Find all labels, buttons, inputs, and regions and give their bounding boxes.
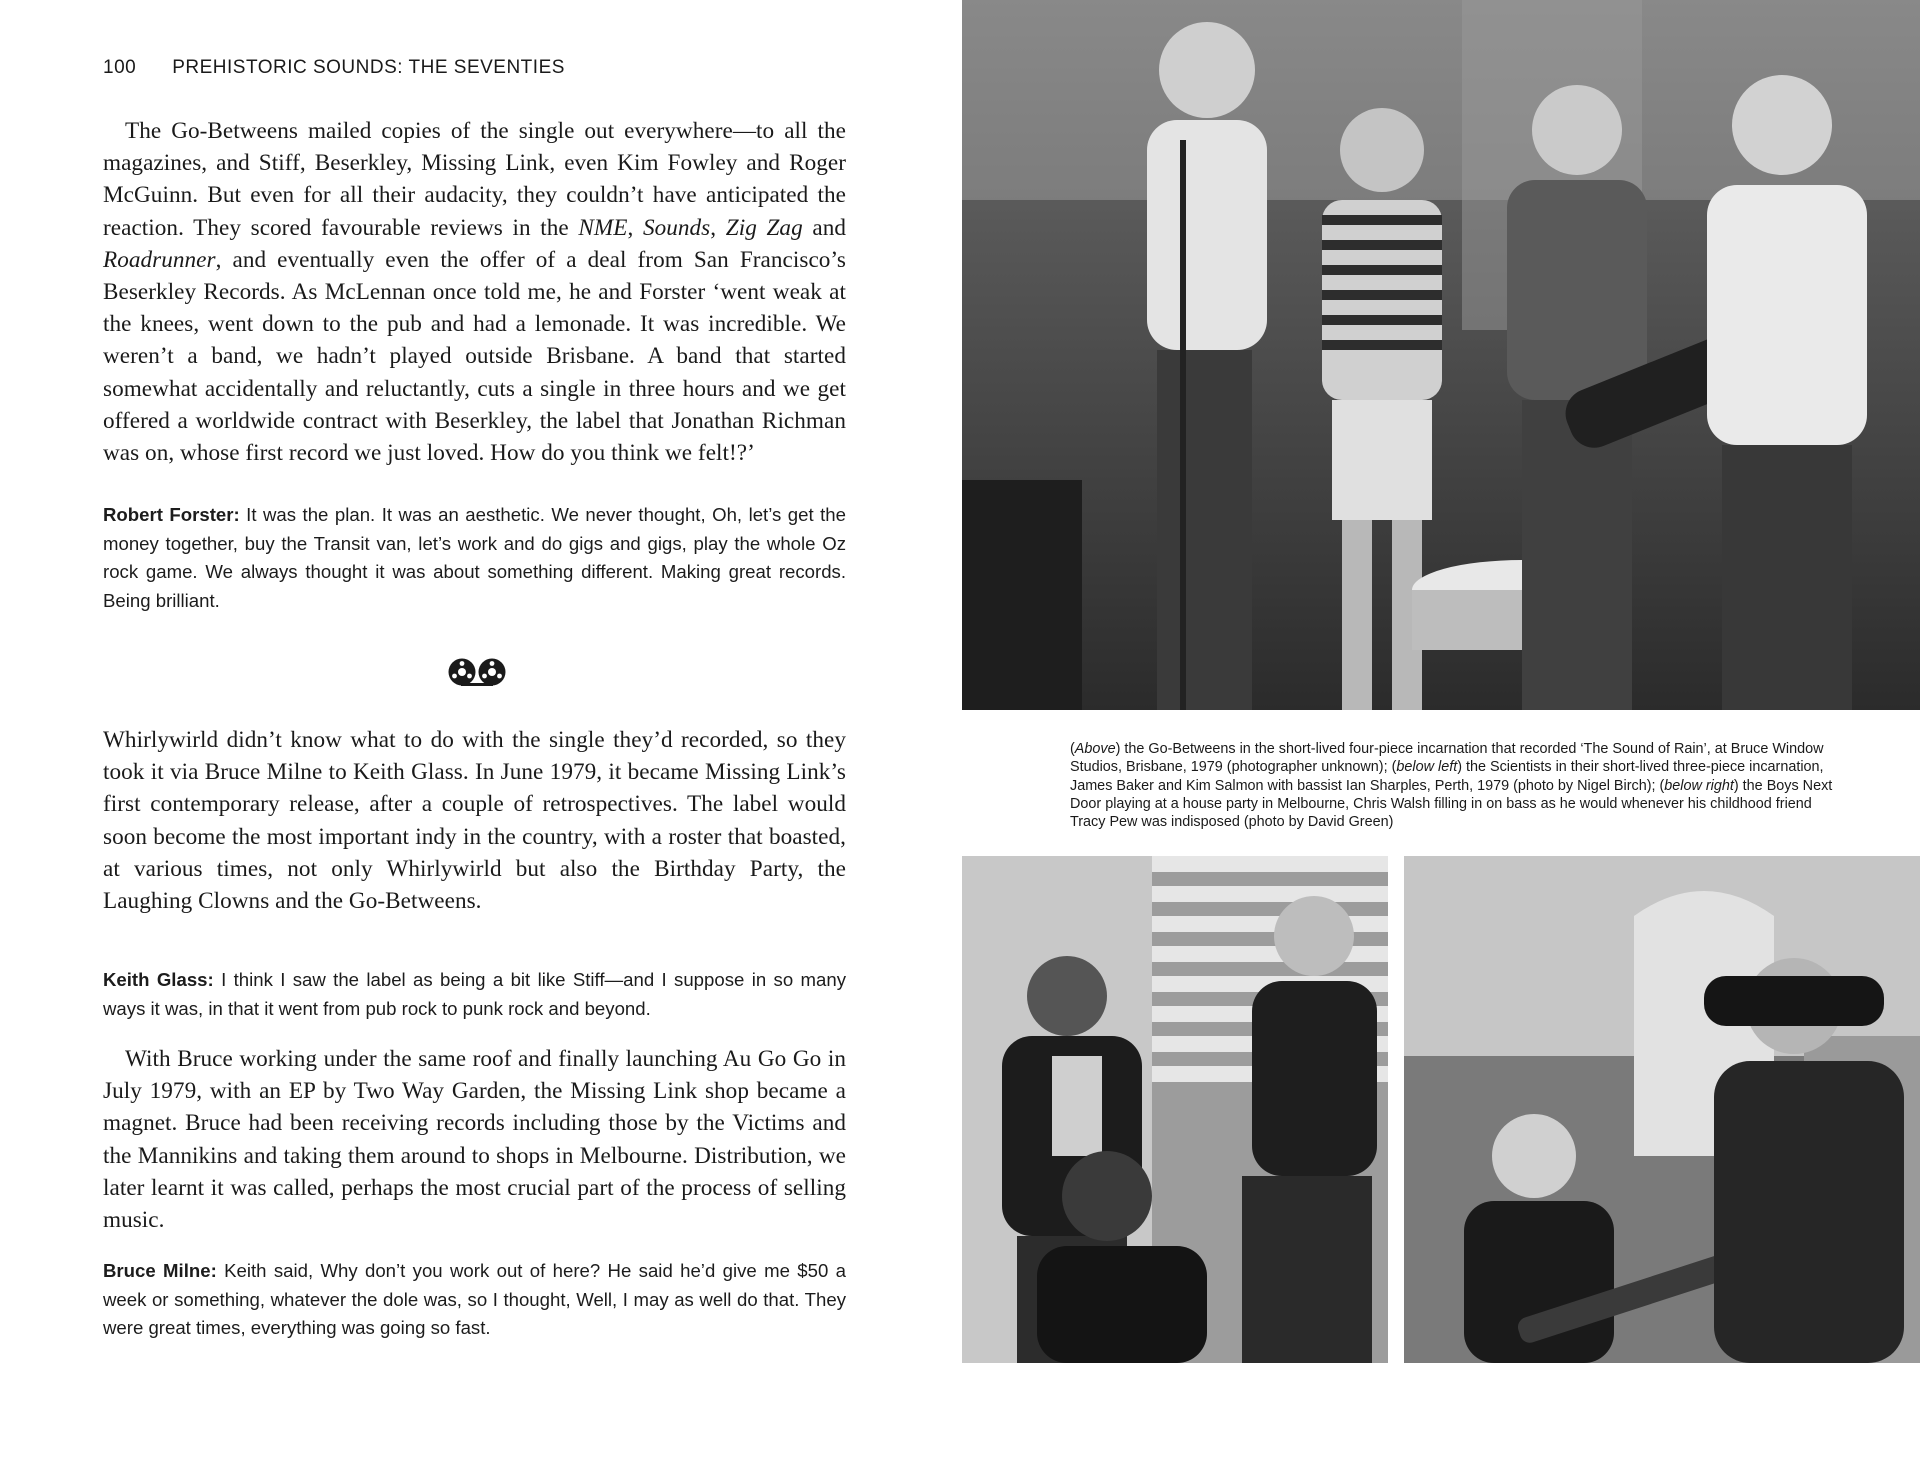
photo-caption: (Above) the Go-Betweens in the short-lived four-piece incarnation that recorded ‘The Sound of Rain’, at Bruce Window Studios, Brisbane, 1979 (photographer unknown); (below left) the Scientists in their short-lived three-piece incarnation, James Baker and Kim Salmon with bassist Ian Sharples, Perth, 1979 (photo by Nigel Birch); (below right) the Boys Next Door playing at a house party in Melbourne, Chris Walsh filling in on bass as he would whenever his childhood friend Tracy Pew was indisposed (photo by David Green) [1070, 741, 1833, 831]
quote-text: It was the plan. It was an aesthetic. We never thought, Oh, let’s get the money together, buy the Transit van, let’s work and do gigs and gigs, play the whole Oz rock game. We always thought it was about something different. Making great records. Being brilliant. [103, 504, 846, 611]
paragraph-1 [103, 115, 846, 469]
quote-text: Keith said, Why don’t you work out of here? He said he’d give me $50 a week or something, whatever the dole was, so I thought, Well, I may as well do that. They were great times, everything was going so fast. [103, 1260, 846, 1339]
paragraph-2 [103, 724, 846, 917]
paragraph-3 [103, 1043, 846, 1236]
page-number: 100 [103, 57, 137, 78]
para1-italic-zigzag: Zig Zag [725, 214, 803, 241]
para1-sep-2: , [710, 214, 726, 241]
twin-reel-ornament-icon [447, 657, 507, 687]
speaker-name: Robert Forster: [103, 504, 240, 525]
para1-sep-3: and [802, 214, 847, 241]
speaker-name: Bruce Milne: [103, 1260, 217, 1281]
para1-italic-roadrunner: Roadrunner [103, 246, 216, 273]
caption-label-below-left: below left [1396, 759, 1458, 776]
running-header [103, 57, 565, 79]
photo-band-four-piece [962, 0, 1920, 710]
quote-text: I think I saw the label as being a bit like Stiff—and I suppose in so many ways it was, in that it went from pub rock to punk rock and beyond. [103, 969, 846, 1019]
running-title: PREHISTORIC SOUNDS: THE SEVENTIES [172, 57, 565, 78]
quote-bruce-milne [103, 1257, 846, 1343]
caption-text-3: the Boys Next Door playing at a house party in Melbourne, Chris Walsh filling in on bass as he would whenever his childhood friend Tracy Pew was indisposed (photo by David Green) [1070, 777, 1833, 831]
caption-text-1: the Go-Betweens in the short-lived four-piece incarnation that recorded ‘The Sound of Rain’, at Bruce Window Studios, Brisbane, 1979 (photographer unknown); [1070, 741, 1824, 776]
photo-boys-next-door [1404, 856, 1920, 1363]
caption-text-2: the Scientists in their short-lived three-piece incarnation, James Baker and Kim Salmon with bassist Ian Sharples, Perth, 1979 (photo by Nigel Birch); [1070, 759, 1824, 794]
caption-label-above: Above [1074, 741, 1116, 757]
photo-scientists-three-piece [962, 856, 1388, 1363]
quote-keith-glass [103, 966, 846, 1023]
quote-robert-forster [103, 501, 846, 615]
para1-run-b: , and eventually even the offer of a deal from San Francisco’s Beserkley Records. As McLennan once told me, he and Forster ‘went weak at the knees, went down to the pub and had a lemonade. It was incredible. We weren’t a band, we hadn’t played outside Brisbane. A band that started somewhat accidentally and reluctantly, cuts a single in three hours and we get offered a worldwide contract with Beserkley, the label that Jonathan Richman was on, whose first record we just loved. How do you think we felt!?’ [103, 246, 846, 467]
caption-label-below-right: below right [1664, 777, 1734, 794]
speaker-name: Keith Glass: [103, 969, 214, 990]
para1-italic-nme: NME [578, 214, 628, 241]
para1-sep-1: , [627, 214, 643, 241]
paragraph-2-text: Whirlywirld didn’t know what to do with the single they’d recorded, so they took it via Bruce Milne to Keith Glass. In June 1979, it became Missing Link’s first contemporary release, after a couple of retrospectives. The label would soon become the most important indy in the country, with a roster that boasted, at various times, not only Whirlywirld but also the Birthday Party, the Laughing Clowns and the Go-Betweens. [103, 727, 846, 915]
paragraph-1-text [103, 115, 846, 469]
paragraph-3-text: With Bruce working under the same roof and finally launching Au Go Go in July 1979, with an EP by Two Way Garden, the Missing Link shop became a magnet. Bruce had been receiving records including those by the Victims and the Mannikins and taking them around to shops in Melbourne. Distribution, we later learnt it was called, perhaps the most crucial part of the process of selling music. [103, 1046, 846, 1234]
para1-run-a: The Go-Betweens mailed copies of the single out everywhere—to all the magazines, and Stiff, Beserkley, Missing Link, even Kim Fowley and Roger McGuinn. But even for all their audacity, they couldn’t have anticipated the reaction. They scored favourable reviews in the [103, 118, 846, 241]
para1-italic-sounds: Sounds [642, 214, 711, 241]
